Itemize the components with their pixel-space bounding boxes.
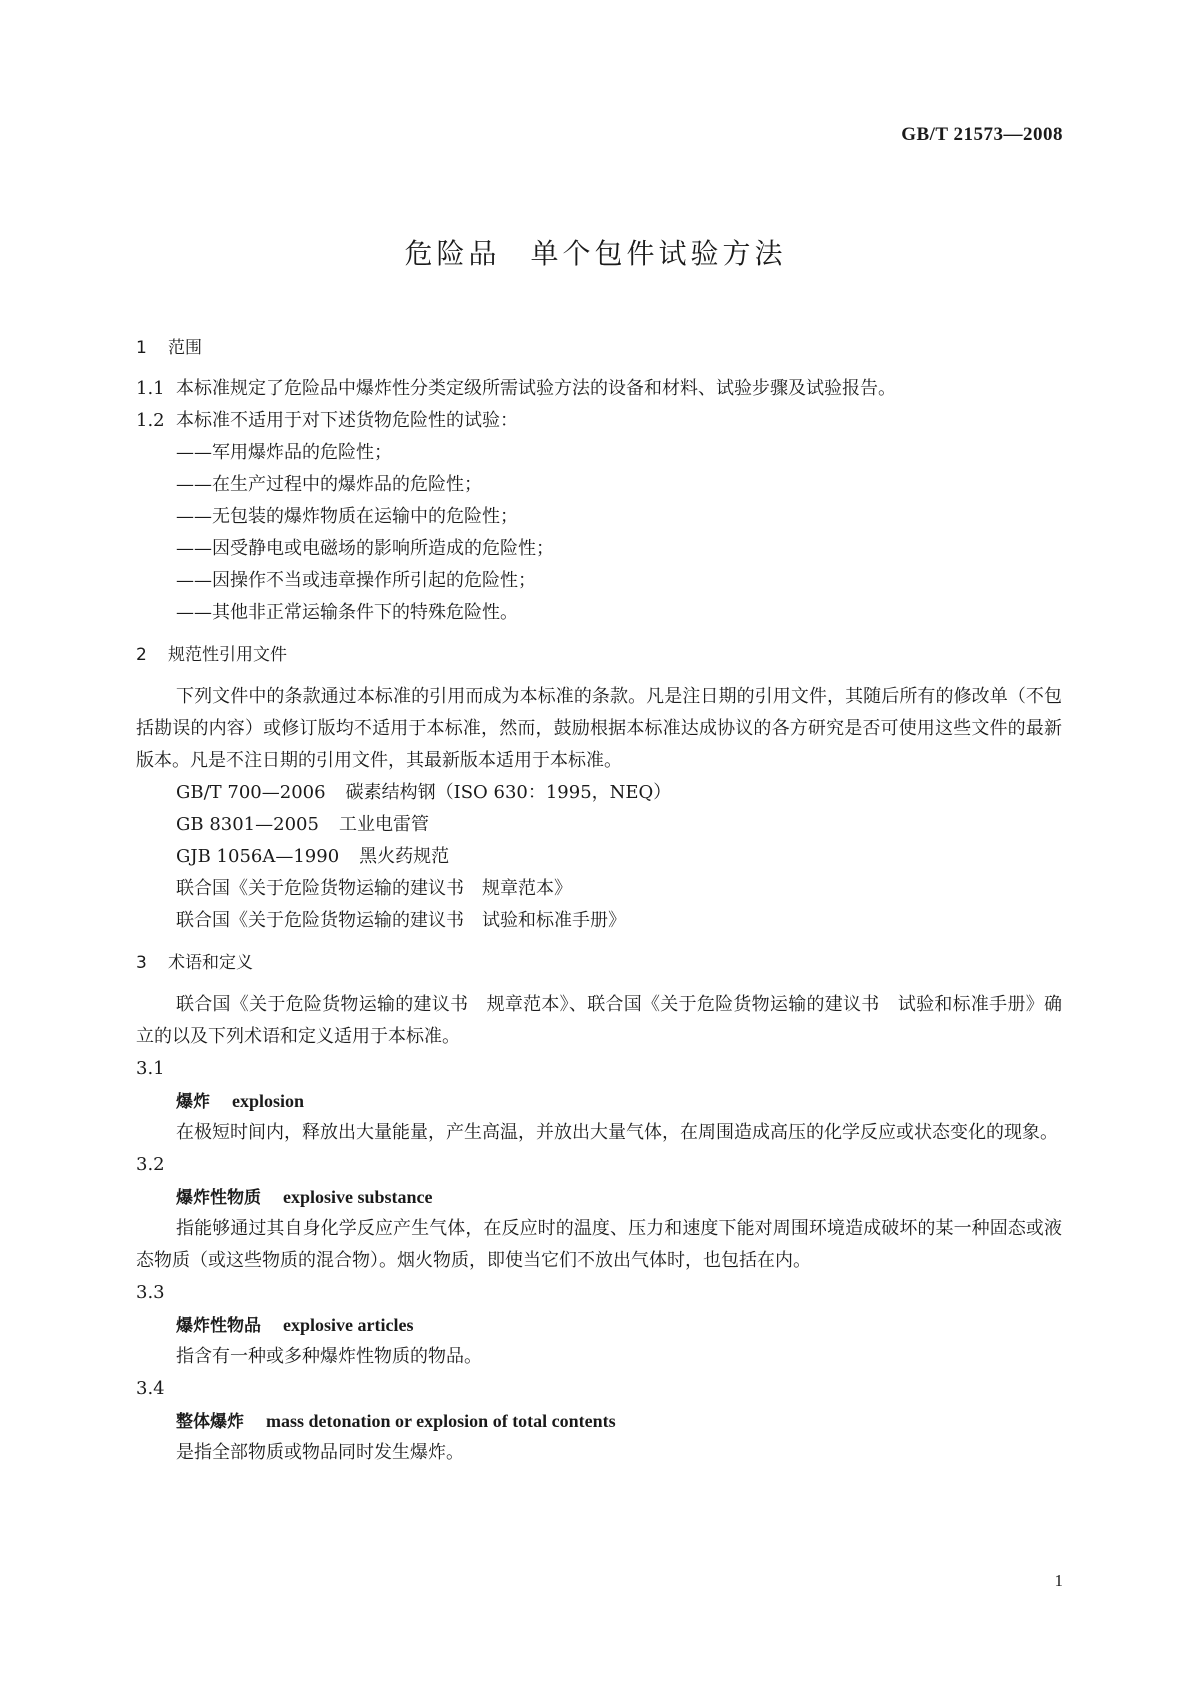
term-heading [136,1085,1062,1117]
clause-number: 1.2 [136,410,165,431]
clause-1-1 [136,373,1062,405]
term-heading [136,1181,1062,1213]
reference-title: 黑火药规范 [359,846,450,867]
title-part-1: 危险品 [404,237,501,270]
section-3-heading [136,947,1062,979]
term-definition: 指能够通过其自身化学反应产生气体，在反应时的温度、压力和速度下能对周围环境造成破坏的某一种固态或液态物质（或这些物质的混合物）。烟火物质，即使当它们不放出气体时，也包括在内。 [136,1218,1062,1271]
term-en: mass detonation or explosion of total contents [266,1411,616,1431]
standard-code: GB/T 21573—2008 [901,124,1063,145]
term-en: explosive substance [283,1187,433,1207]
section-title: 规范性引用文件 [168,645,287,665]
page-number: 1 [1054,1571,1063,1590]
list-item: ——因操作不当或违章操作所引起的危险性； [176,570,536,591]
list-item: ——军用爆炸品的危险性； [176,442,392,463]
list-item: ——其他非正常运输条件下的特殊危险性。 [176,602,518,623]
reference-title: 工业电雷管 [338,814,429,835]
paragraph: 下列文件中的条款通过本标准的引用而成为本标准的条款。凡是注日期的引用文件，其随后所有的修改单（不包括勘误的内容）或修订版均不适用于本标准，然而，鼓励根据本标准达成协议的各方研究是否可使用这些文件的最新版本。凡是不注日期的引用文件，其最新版本适用于本标准。 [136,686,1062,771]
clause-number: 1.1 [136,378,165,399]
clause-text: 本标准规定了危险品中爆炸性分类定级所需试验方法的设备和材料、试验步骤及试验报告。 [176,378,896,399]
list-item: ——因受静电或电磁场的影响所造成的危险性； [176,538,554,559]
reference-item [136,777,1062,809]
term-heading [136,1309,1062,1341]
reference-item [136,841,1062,873]
reference-item [136,809,1062,841]
term-number: 3.4 [136,1378,165,1399]
section-title: 术语和定义 [168,953,253,973]
term-zh: 爆炸性物质 [176,1188,261,1208]
section-2-heading [136,639,1062,671]
reference-item: 联合国《关于危险货物运输的建议书 规章范本》 [176,878,572,899]
term-zh: 爆炸性物品 [176,1316,261,1336]
term-definition: 指含有一种或多种爆炸性物质的物品。 [176,1346,482,1367]
term-en: explosion [232,1091,305,1111]
section-number: 1 [136,338,147,358]
term-number: 3.3 [136,1282,165,1303]
reference-item: 联合国《关于危险货物运输的建议书 试验和标准手册》 [176,910,626,931]
title-part-2: 单个包件试验方法 [530,237,787,270]
section-number: 2 [136,645,147,665]
list-item: ——无包装的爆炸物质在运输中的危险性； [176,506,518,527]
reference-title: 碳素结构钢（ISO 630：1995，NEQ） [345,782,672,803]
clause-1-2 [136,405,1062,437]
reference-code: GB/T 700—2006 [176,782,326,803]
term-number: 3.2 [136,1154,165,1175]
reference-code: GB 8301—2005 [176,814,319,835]
section-number: 3 [136,953,147,973]
term-en: explosive articles [283,1315,414,1335]
term-zh: 整体爆炸 [176,1412,244,1432]
term-number: 3.1 [136,1058,165,1079]
section-1-heading [136,332,1062,364]
term-zh: 爆炸 [176,1092,210,1112]
list-item: ——在生产过程中的爆炸品的危险性； [176,474,482,495]
term-heading [136,1405,1062,1437]
document-body [136,332,1062,1469]
reference-code: GJB 1056A—1990 [176,846,340,867]
clause-text: 本标准不适用于对下述货物危险性的试验： [176,410,518,431]
section-title: 范围 [168,338,202,358]
paragraph: 联合国《关于危险货物运输的建议书 规章范本》、联合国《关于危险货物运输的建议书 试验和标准手册》确立的以及下列术语和定义适用于本标准。 [136,994,1062,1047]
term-definition: 在极短时间内，释放出大量能量，产生高温，并放出大量气体，在周围造成高压的化学反应或状态变化的现象。 [176,1122,1058,1143]
term-definition: 是指全部物质或物品同时发生爆炸。 [176,1442,464,1463]
document-title [0,232,1191,272]
